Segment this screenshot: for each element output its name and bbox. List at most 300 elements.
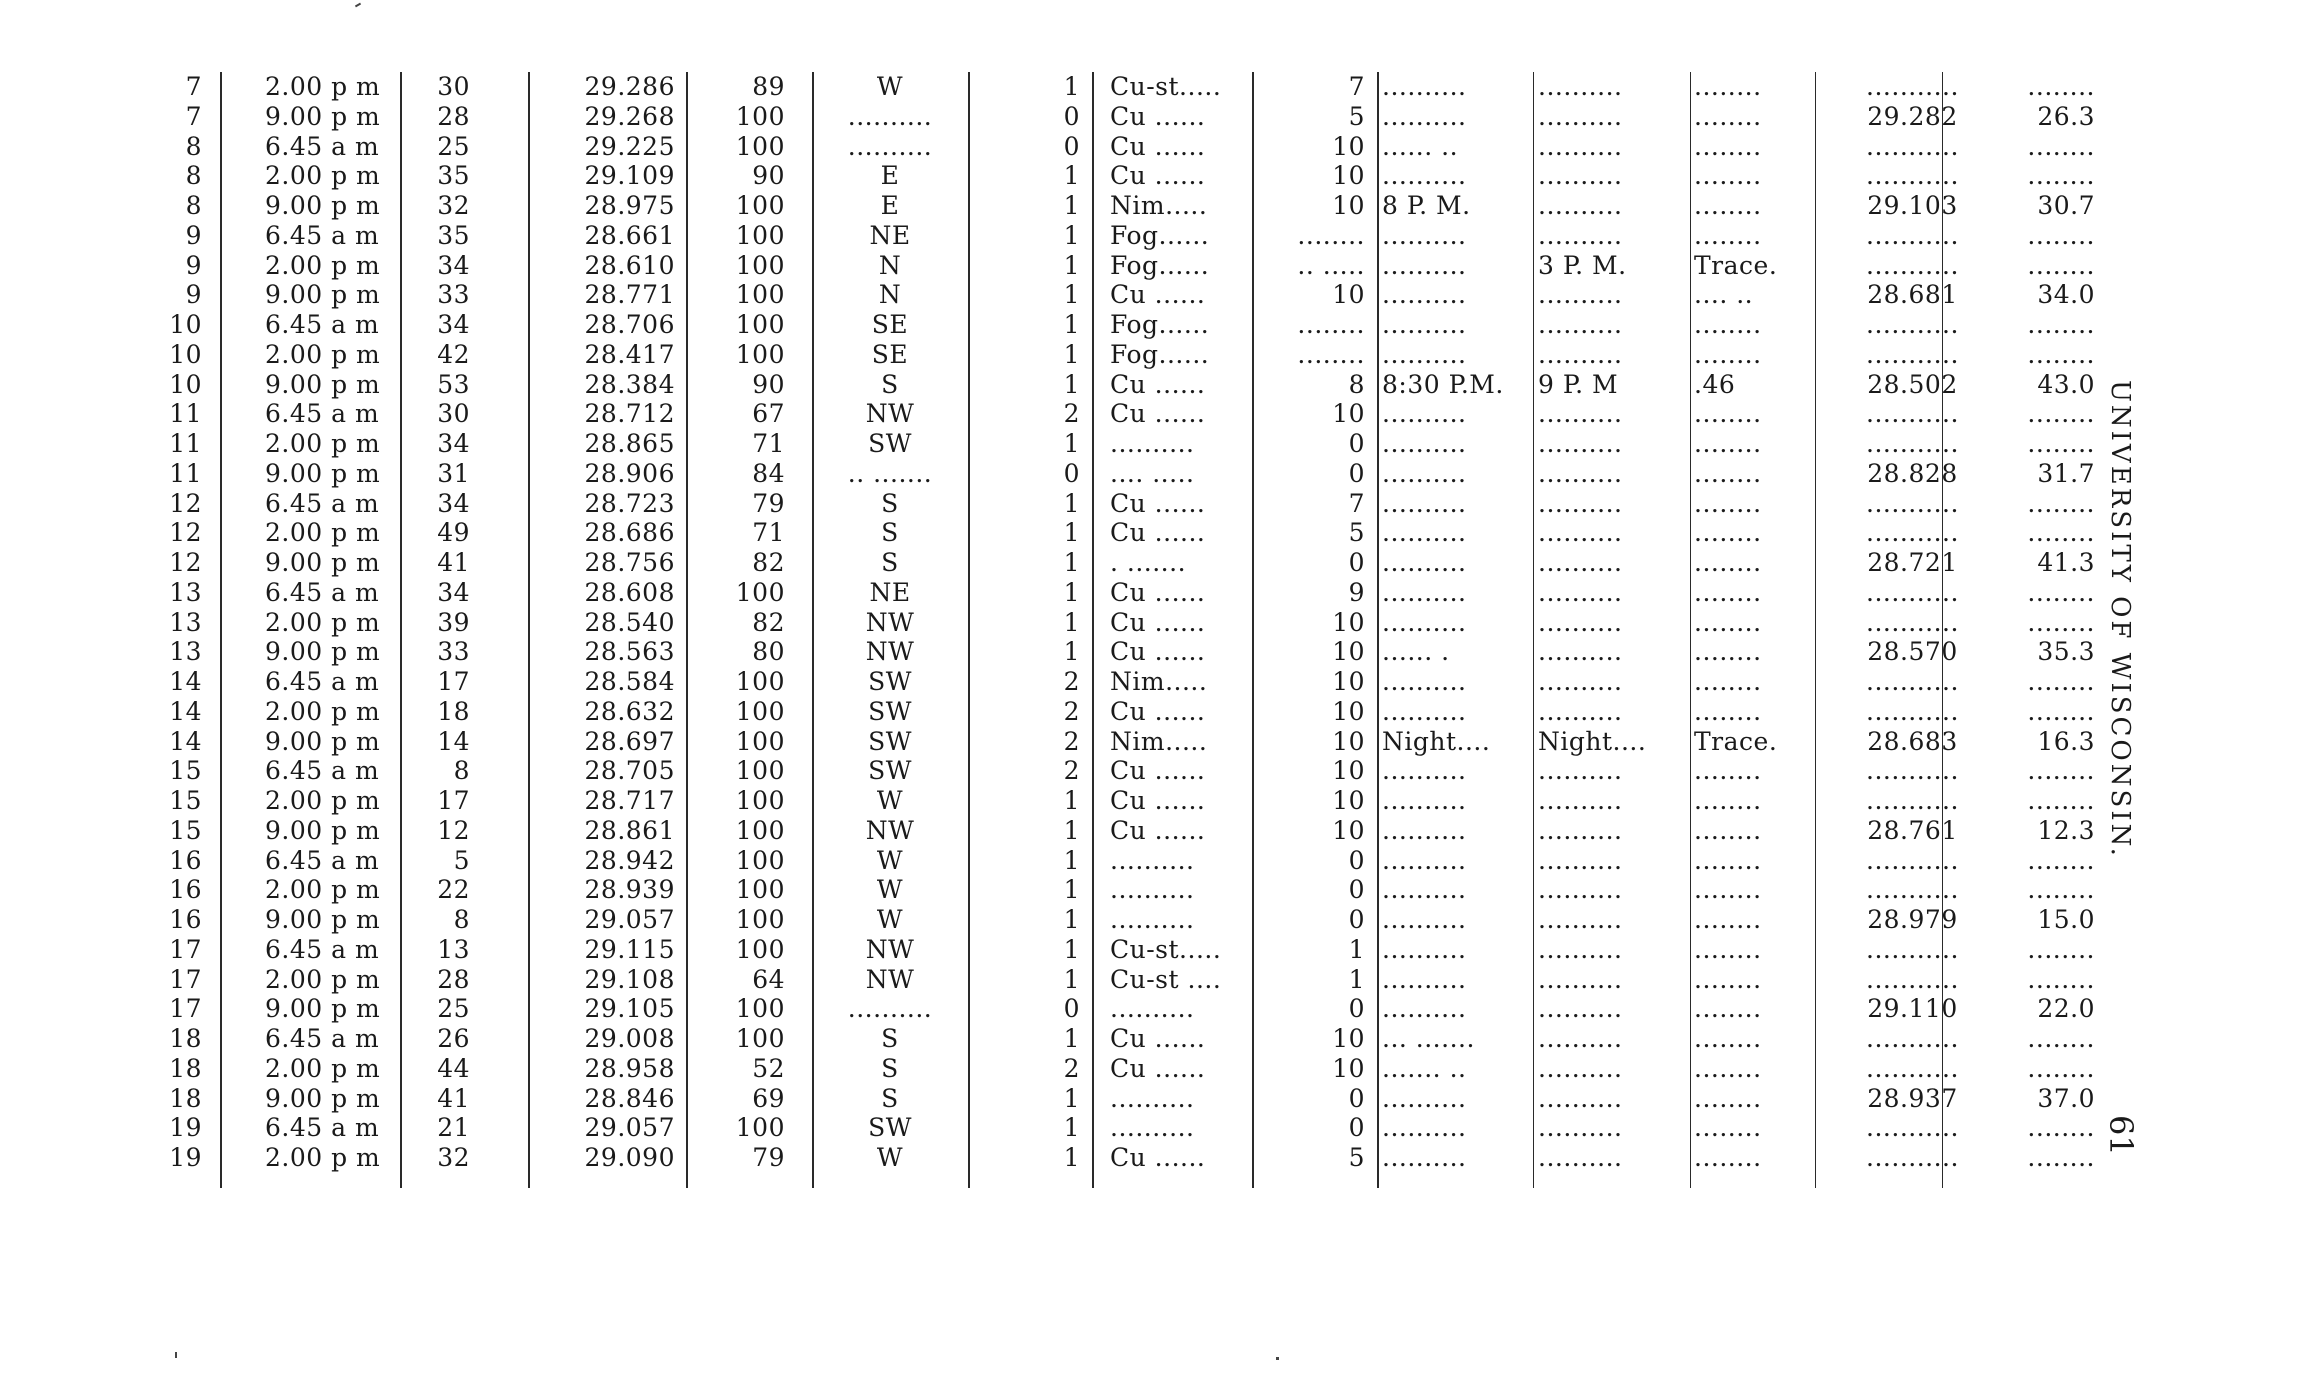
humidity-cell: 71 bbox=[752, 429, 785, 458]
day-cell: 9 bbox=[185, 220, 202, 250]
cloud-type-cell: .... ..... bbox=[1110, 458, 1195, 488]
humidity-cell: 89 bbox=[752, 72, 785, 101]
mean-barometer-cell: ........... bbox=[1866, 161, 1959, 191]
day-cell: 13 bbox=[169, 637, 202, 667]
cloud-type-cell: .......... bbox=[1110, 1083, 1195, 1113]
rain-amount-cell: ........ bbox=[1694, 548, 1762, 577]
time-cell: 6.45 a m bbox=[265, 1024, 380, 1053]
column-rule bbox=[1377, 72, 1379, 1188]
mean-temperature-cell: ........ bbox=[2027, 964, 2095, 994]
day-cell: 19 bbox=[169, 1143, 202, 1172]
wind-force-cell: 2 bbox=[1063, 756, 1080, 786]
mean-barometer-cell: 28.937 bbox=[1867, 1083, 1958, 1113]
cloud-type-cell: Cu ...... bbox=[1110, 786, 1206, 815]
mean-temperature-cell: ........ bbox=[2027, 161, 2095, 191]
barometer-cell: 28.705 bbox=[584, 756, 675, 786]
mean-barometer-cell: ........... bbox=[1866, 250, 1959, 280]
rain-began-cell: .......... bbox=[1382, 250, 1467, 280]
time-cell: 2.00 p m bbox=[265, 607, 381, 637]
wind-force-cell: 1 bbox=[1063, 488, 1080, 518]
barometer-cell: 28.686 bbox=[584, 518, 675, 548]
wind-force-cell: 1 bbox=[1063, 280, 1080, 310]
rain-amount-cell: ........ bbox=[1694, 577, 1762, 607]
rain-began-cell: .......... bbox=[1382, 161, 1467, 191]
mean-barometer-cell: ........... bbox=[1866, 220, 1959, 250]
day-cell: 11 bbox=[169, 399, 202, 429]
barometer-cell: 28.723 bbox=[584, 488, 675, 518]
rain-began-cell: .......... bbox=[1382, 1143, 1467, 1172]
wind-direction-cell: W bbox=[876, 786, 904, 815]
table-row bbox=[160, 726, 2095, 757]
wind-force-cell: 1 bbox=[1063, 518, 1080, 548]
temperature-cell: 13 bbox=[437, 934, 470, 964]
rain-ended-cell: .......... bbox=[1538, 577, 1623, 607]
time-cell: 2.00 p m bbox=[265, 161, 381, 191]
wind-force-cell: 1 bbox=[1063, 845, 1080, 875]
table-row bbox=[160, 369, 2095, 400]
temperature-cell: 41 bbox=[437, 548, 470, 577]
running-head: UNIVERSITY OF WISCONSIN. bbox=[2105, 380, 2135, 859]
temperature-cell: 44 bbox=[437, 1053, 470, 1083]
table-row bbox=[160, 637, 2095, 667]
humidity-cell: 90 bbox=[752, 161, 785, 191]
temperature-cell: 35 bbox=[437, 161, 470, 191]
humidity-cell: 100 bbox=[735, 756, 785, 786]
wind-direction-cell: NW bbox=[865, 934, 915, 964]
barometer-cell: 29.286 bbox=[584, 72, 675, 101]
cloud-type-cell: .......... bbox=[1110, 1113, 1195, 1143]
wind-force-cell: 0 bbox=[1063, 131, 1080, 161]
temperature-cell: 33 bbox=[437, 280, 470, 310]
mean-barometer-cell: 28.683 bbox=[1867, 726, 1958, 756]
table-row bbox=[160, 1083, 2095, 1114]
wind-direction-cell: E bbox=[880, 191, 900, 220]
wind-direction-cell: NW bbox=[865, 964, 915, 994]
wind-direction-cell: N bbox=[878, 280, 902, 310]
cloud-type-cell: .......... bbox=[1110, 905, 1195, 934]
cloud-type-cell: Nim..... bbox=[1110, 667, 1208, 696]
mean-barometer-cell: 28.979 bbox=[1867, 905, 1958, 934]
rain-began-cell: .......... bbox=[1382, 1113, 1467, 1143]
mean-temperature-cell: ........ bbox=[2027, 667, 2095, 696]
print-speck bbox=[1276, 1357, 1279, 1360]
barometer-cell: 29.268 bbox=[584, 101, 675, 131]
rain-began-cell: .......... bbox=[1382, 280, 1467, 310]
rain-began-cell: .......... bbox=[1382, 667, 1467, 696]
mean-barometer-cell: 28.761 bbox=[1867, 815, 1958, 845]
mean-barometer-cell: ........... bbox=[1866, 310, 1959, 339]
rain-amount-cell: ........ bbox=[1694, 191, 1762, 220]
rain-began-cell: .......... bbox=[1382, 518, 1467, 548]
day-cell: 7 bbox=[185, 101, 202, 131]
cloud-type-cell: Fog...... bbox=[1110, 220, 1210, 250]
barometer-cell: 28.717 bbox=[584, 786, 675, 815]
humidity-cell: 100 bbox=[735, 994, 785, 1024]
cloud-type-cell: Cu ...... bbox=[1110, 518, 1206, 548]
rain-began-cell: 8 P. M. bbox=[1382, 191, 1471, 220]
temperature-cell: 12 bbox=[437, 815, 470, 845]
humidity-cell: 79 bbox=[752, 488, 785, 518]
rain-amount-cell: ........ bbox=[1694, 667, 1762, 696]
cloud-amount-cell: 5 bbox=[1348, 1143, 1365, 1172]
mean-temperature-cell: 22.0 bbox=[2037, 994, 2095, 1024]
wind-force-cell: 1 bbox=[1063, 220, 1080, 250]
wind-direction-cell: SW bbox=[868, 667, 912, 696]
wind-direction-cell: E bbox=[880, 161, 900, 191]
time-cell: 2.00 p m bbox=[265, 250, 381, 280]
column-rule bbox=[1690, 72, 1691, 1188]
time-cell: 9.00 p m bbox=[265, 905, 381, 934]
rain-began-cell: ...... . bbox=[1382, 637, 1450, 667]
mean-temperature-cell: ........ bbox=[2027, 518, 2095, 548]
mean-barometer-cell: ........... bbox=[1866, 756, 1959, 786]
mean-temperature-cell: ........ bbox=[2027, 250, 2095, 280]
wind-force-cell: 1 bbox=[1063, 637, 1080, 667]
mean-barometer-cell: ........... bbox=[1866, 72, 1959, 101]
mean-barometer-cell: ........... bbox=[1866, 429, 1959, 458]
time-cell: 6.45 a m bbox=[265, 845, 380, 875]
column-rule bbox=[686, 72, 688, 1188]
temperature-cell: 32 bbox=[437, 1143, 470, 1172]
mean-barometer-cell: ........... bbox=[1866, 845, 1959, 875]
humidity-cell: 100 bbox=[735, 1024, 785, 1053]
wind-force-cell: 1 bbox=[1063, 429, 1080, 458]
temperature-cell: 42 bbox=[437, 339, 470, 369]
rain-began-cell: .......... bbox=[1382, 220, 1467, 250]
rain-amount-cell: ........ bbox=[1694, 131, 1762, 161]
mean-temperature-cell: ........ bbox=[2027, 72, 2095, 101]
temperature-cell: 34 bbox=[437, 310, 470, 339]
column-rule bbox=[1942, 72, 1943, 1188]
time-cell: 9.00 p m bbox=[265, 726, 381, 756]
rain-amount-cell: ........ bbox=[1694, 310, 1762, 339]
temperature-cell: 41 bbox=[437, 1083, 470, 1113]
day-cell: 14 bbox=[169, 696, 202, 726]
rain-ended-cell: .......... bbox=[1538, 696, 1623, 726]
barometer-cell: 28.608 bbox=[584, 577, 675, 607]
rain-ended-cell: .......... bbox=[1538, 1143, 1623, 1172]
rain-ended-cell: .......... bbox=[1538, 756, 1623, 786]
humidity-cell: 100 bbox=[735, 339, 785, 369]
mean-barometer-cell: 29.103 bbox=[1867, 191, 1958, 220]
day-cell: 11 bbox=[169, 458, 202, 488]
wind-force-cell: 2 bbox=[1063, 696, 1080, 726]
mean-barometer-cell: ........... bbox=[1866, 518, 1959, 548]
mean-temperature-cell: ........ bbox=[2027, 1113, 2095, 1143]
rain-amount-cell: ........ bbox=[1694, 339, 1762, 369]
table-row bbox=[160, 905, 2095, 935]
humidity-cell: 71 bbox=[752, 518, 785, 548]
cloud-amount-cell: 10 bbox=[1332, 161, 1365, 191]
temperature-cell: 28 bbox=[437, 964, 470, 994]
barometer-cell: 29.008 bbox=[584, 1024, 675, 1053]
wind-direction-cell: NW bbox=[865, 637, 915, 667]
barometer-cell: 28.697 bbox=[584, 726, 675, 756]
rain-ended-cell: .......... bbox=[1538, 310, 1623, 339]
mean-temperature-cell: ........ bbox=[2027, 577, 2095, 607]
cloud-type-cell: Cu ...... bbox=[1110, 161, 1206, 191]
barometer-cell: 29.108 bbox=[584, 964, 675, 994]
cloud-type-cell: . ....... bbox=[1110, 548, 1187, 577]
temperature-cell: 26 bbox=[437, 1024, 470, 1053]
rain-amount-cell: ........ bbox=[1694, 696, 1762, 726]
wind-direction-cell: S bbox=[881, 1024, 899, 1053]
cloud-type-cell: Cu-st..... bbox=[1110, 934, 1222, 964]
cloud-amount-cell: 10 bbox=[1332, 667, 1365, 696]
wind-direction-cell: S bbox=[881, 369, 899, 399]
time-cell: 2.00 p m bbox=[265, 429, 381, 458]
cloud-type-cell: Nim..... bbox=[1110, 191, 1208, 220]
cloud-amount-cell: 10 bbox=[1332, 399, 1365, 429]
rain-ended-cell: .......... bbox=[1538, 815, 1623, 845]
day-cell: 18 bbox=[169, 1053, 202, 1083]
wind-direction-cell: W bbox=[876, 845, 904, 875]
cloud-amount-cell: ........ bbox=[1297, 339, 1365, 369]
cloud-type-cell: Fog...... bbox=[1110, 339, 1210, 369]
wind-force-cell: 1 bbox=[1063, 72, 1080, 101]
humidity-cell: 100 bbox=[735, 815, 785, 845]
cloud-amount-cell: 10 bbox=[1332, 726, 1365, 756]
table-row bbox=[160, 934, 2095, 965]
cloud-type-cell: Cu ...... bbox=[1110, 696, 1206, 726]
wind-force-cell: 0 bbox=[1063, 994, 1080, 1024]
table-row bbox=[160, 1113, 2095, 1143]
cloud-type-cell: Cu ...... bbox=[1110, 101, 1206, 131]
wind-force-cell: 2 bbox=[1063, 726, 1080, 756]
mean-temperature-cell: 15.0 bbox=[2037, 905, 2095, 934]
cloud-amount-cell: ........ bbox=[1297, 220, 1365, 250]
temperature-cell: 53 bbox=[437, 369, 470, 399]
wind-direction-cell: .......... bbox=[847, 131, 933, 161]
day-cell: 13 bbox=[169, 607, 202, 637]
wind-force-cell: 1 bbox=[1063, 339, 1080, 369]
mean-barometer-cell: 28.502 bbox=[1867, 369, 1958, 399]
rain-amount-cell: ........ bbox=[1694, 1143, 1762, 1172]
barometer-cell: 28.563 bbox=[584, 637, 675, 667]
rain-began-cell: .......... bbox=[1382, 488, 1467, 518]
rain-began-cell: .......... bbox=[1382, 399, 1467, 429]
time-cell: 2.00 p m bbox=[265, 786, 381, 815]
wind-force-cell: 1 bbox=[1063, 905, 1080, 934]
wind-force-cell: 1 bbox=[1063, 161, 1080, 191]
rain-ended-cell: .......... bbox=[1538, 1083, 1623, 1113]
wind-direction-cell: SW bbox=[868, 429, 912, 458]
barometer-cell: 28.540 bbox=[584, 607, 675, 637]
cloud-amount-cell: 10 bbox=[1332, 786, 1365, 815]
table-row bbox=[160, 1024, 2095, 1054]
wind-force-cell: 1 bbox=[1063, 1024, 1080, 1053]
time-cell: 6.45 a m bbox=[265, 488, 380, 518]
barometer-cell: 29.105 bbox=[584, 994, 675, 1024]
temperature-cell: 8 bbox=[453, 756, 470, 786]
column-rule bbox=[1533, 72, 1534, 1188]
table-row bbox=[160, 310, 2095, 340]
rain-ended-cell: .......... bbox=[1538, 548, 1623, 577]
temperature-cell: 32 bbox=[437, 191, 470, 220]
wind-direction-cell: S bbox=[881, 518, 899, 548]
table-row bbox=[160, 339, 2095, 370]
column-rule bbox=[220, 72, 222, 1188]
humidity-cell: 100 bbox=[735, 220, 785, 250]
temperature-cell: 8 bbox=[453, 905, 470, 934]
column-rule bbox=[1252, 72, 1254, 1188]
day-cell: 16 bbox=[169, 905, 202, 934]
barometer-cell: 29.090 bbox=[584, 1143, 675, 1172]
mean-temperature-cell: ........ bbox=[2027, 934, 2095, 964]
mean-barometer-cell: ........... bbox=[1866, 1024, 1959, 1053]
mean-temperature-cell: ........ bbox=[2027, 488, 2095, 518]
rain-amount-cell: .... .. bbox=[1694, 280, 1754, 310]
time-cell: 6.45 a m bbox=[265, 577, 380, 607]
cloud-type-cell: Cu ...... bbox=[1110, 488, 1206, 518]
rain-amount-cell: ........ bbox=[1694, 815, 1762, 845]
wind-force-cell: 2 bbox=[1063, 667, 1080, 696]
rain-began-cell: ...... .. bbox=[1382, 131, 1459, 161]
rain-began-cell: .......... bbox=[1382, 756, 1467, 786]
time-cell: 6.45 a m bbox=[265, 667, 380, 696]
table-row bbox=[160, 756, 2095, 786]
cloud-type-cell: .......... bbox=[1110, 875, 1195, 905]
cloud-amount-cell: 10 bbox=[1332, 607, 1365, 637]
mean-barometer-cell: ........... bbox=[1866, 934, 1959, 964]
wind-direction-cell: SW bbox=[868, 696, 912, 726]
mean-barometer-cell: ........... bbox=[1866, 1053, 1959, 1083]
temperature-cell: 22 bbox=[437, 875, 470, 905]
cloud-amount-cell: 5 bbox=[1348, 101, 1365, 131]
cloud-amount-cell: 0 bbox=[1348, 429, 1365, 458]
rain-ended-cell: Night.... bbox=[1538, 726, 1647, 756]
cloud-type-cell: Nim..... bbox=[1110, 726, 1208, 756]
rain-ended-cell: .......... bbox=[1538, 845, 1623, 875]
mean-barometer-cell: ........... bbox=[1866, 696, 1959, 726]
mean-temperature-cell: 31.7 bbox=[2037, 458, 2095, 488]
rain-began-cell: .......... bbox=[1382, 310, 1467, 339]
time-cell: 9.00 p m bbox=[265, 191, 381, 220]
cloud-type-cell: .......... bbox=[1110, 845, 1195, 875]
rain-ended-cell: .......... bbox=[1538, 131, 1623, 161]
barometer-cell: 29.057 bbox=[584, 905, 675, 934]
table-row bbox=[160, 667, 2095, 697]
rain-amount-cell: ........ bbox=[1694, 1024, 1762, 1053]
rain-amount-cell: ........ bbox=[1694, 220, 1762, 250]
cloud-type-cell: Cu ...... bbox=[1110, 131, 1206, 161]
cloud-amount-cell: 7 bbox=[1348, 72, 1365, 101]
day-cell: 17 bbox=[169, 964, 202, 994]
barometer-cell: 28.771 bbox=[584, 280, 675, 310]
rain-amount-cell: ........ bbox=[1694, 934, 1762, 964]
day-cell: 16 bbox=[169, 875, 202, 905]
humidity-cell: 100 bbox=[735, 577, 785, 607]
table-row bbox=[160, 1053, 2095, 1084]
day-cell: 8 bbox=[185, 161, 202, 191]
day-cell: 13 bbox=[169, 577, 202, 607]
rain-ended-cell: .......... bbox=[1538, 875, 1623, 905]
mean-barometer-cell: ........... bbox=[1866, 131, 1959, 161]
table-row bbox=[160, 101, 2095, 132]
mean-barometer-cell: ........... bbox=[1866, 339, 1959, 369]
rain-amount-cell: ........ bbox=[1694, 875, 1762, 905]
mean-barometer-cell: ........... bbox=[1866, 399, 1959, 429]
mean-temperature-cell: 37.0 bbox=[2037, 1083, 2095, 1113]
rain-began-cell: ....... .. bbox=[1382, 1053, 1467, 1083]
barometer-cell: 28.610 bbox=[584, 250, 675, 280]
table-row bbox=[160, 964, 2095, 995]
rain-amount-cell: ........ bbox=[1694, 637, 1762, 667]
rain-amount-cell: ........ bbox=[1694, 161, 1762, 191]
wind-force-cell: 0 bbox=[1063, 458, 1080, 488]
temperature-cell: 39 bbox=[437, 607, 470, 637]
rain-began-cell: .......... bbox=[1382, 72, 1467, 101]
time-cell: 2.00 p m bbox=[265, 964, 381, 994]
wind-direction-cell: NW bbox=[865, 399, 915, 429]
mean-barometer-cell: 28.681 bbox=[1867, 280, 1958, 310]
cloud-amount-cell: 0 bbox=[1348, 548, 1365, 577]
wind-direction-cell: NW bbox=[865, 607, 915, 637]
day-cell: 10 bbox=[169, 310, 202, 339]
rain-ended-cell: .......... bbox=[1538, 399, 1623, 429]
cloud-amount-cell: 10 bbox=[1332, 131, 1365, 161]
rain-amount-cell: ........ bbox=[1694, 905, 1762, 934]
cloud-type-cell: Fog...... bbox=[1110, 310, 1210, 339]
barometer-cell: 28.975 bbox=[584, 191, 675, 220]
barometer-cell: 28.384 bbox=[584, 369, 675, 399]
rain-amount-cell: ........ bbox=[1694, 1113, 1762, 1143]
day-cell: 18 bbox=[169, 1024, 202, 1053]
wind-direction-cell: SE bbox=[871, 339, 909, 369]
time-cell: 2.00 p m bbox=[265, 518, 381, 548]
mean-temperature-cell: ........ bbox=[2027, 696, 2095, 726]
rain-ended-cell: .......... bbox=[1538, 786, 1623, 815]
rain-began-cell: ... ....... bbox=[1382, 1024, 1475, 1053]
day-cell: 12 bbox=[169, 518, 202, 548]
day-cell: 16 bbox=[169, 845, 202, 875]
time-cell: 9.00 p m bbox=[265, 369, 381, 399]
mean-temperature-cell: ........ bbox=[2027, 220, 2095, 250]
barometer-cell: 29.057 bbox=[584, 1113, 675, 1143]
wind-direction-cell: SE bbox=[871, 310, 909, 339]
column-rule bbox=[1815, 72, 1816, 1188]
humidity-cell: 64 bbox=[752, 964, 785, 994]
cloud-type-cell: Cu ...... bbox=[1110, 1053, 1206, 1083]
barometer-cell: 28.846 bbox=[584, 1083, 675, 1113]
mean-temperature-cell: ........ bbox=[2027, 607, 2095, 637]
time-cell: 9.00 p m bbox=[265, 994, 381, 1024]
mean-temperature-cell: ........ bbox=[2027, 1053, 2095, 1083]
cloud-type-cell: Cu ...... bbox=[1110, 369, 1206, 399]
day-cell: 12 bbox=[169, 548, 202, 577]
mean-temperature-cell: ........ bbox=[2027, 131, 2095, 161]
column-rule bbox=[968, 72, 970, 1188]
wind-direction-cell: N bbox=[878, 250, 902, 280]
mean-temperature-cell: ........ bbox=[2027, 1024, 2095, 1053]
time-cell: 9.00 p m bbox=[265, 1083, 381, 1113]
mean-temperature-cell: ........ bbox=[2027, 845, 2095, 875]
wind-direction-cell: W bbox=[876, 1143, 904, 1172]
rain-amount-cell: ........ bbox=[1694, 845, 1762, 875]
mean-temperature-cell: 12.3 bbox=[2037, 815, 2095, 845]
temperature-cell: 35 bbox=[437, 220, 470, 250]
page-number: 61 bbox=[2102, 1115, 2140, 1156]
rain-ended-cell: .......... bbox=[1538, 637, 1623, 667]
cloud-amount-cell: 8 bbox=[1348, 369, 1365, 399]
barometer-cell: 28.661 bbox=[584, 220, 675, 250]
wind-direction-cell: W bbox=[876, 875, 904, 905]
day-cell: 15 bbox=[169, 756, 202, 786]
time-cell: 9.00 p m bbox=[265, 458, 381, 488]
rain-began-cell: .......... bbox=[1382, 607, 1467, 637]
cloud-type-cell: .......... bbox=[1110, 994, 1195, 1024]
mean-temperature-cell: ........ bbox=[2027, 429, 2095, 458]
